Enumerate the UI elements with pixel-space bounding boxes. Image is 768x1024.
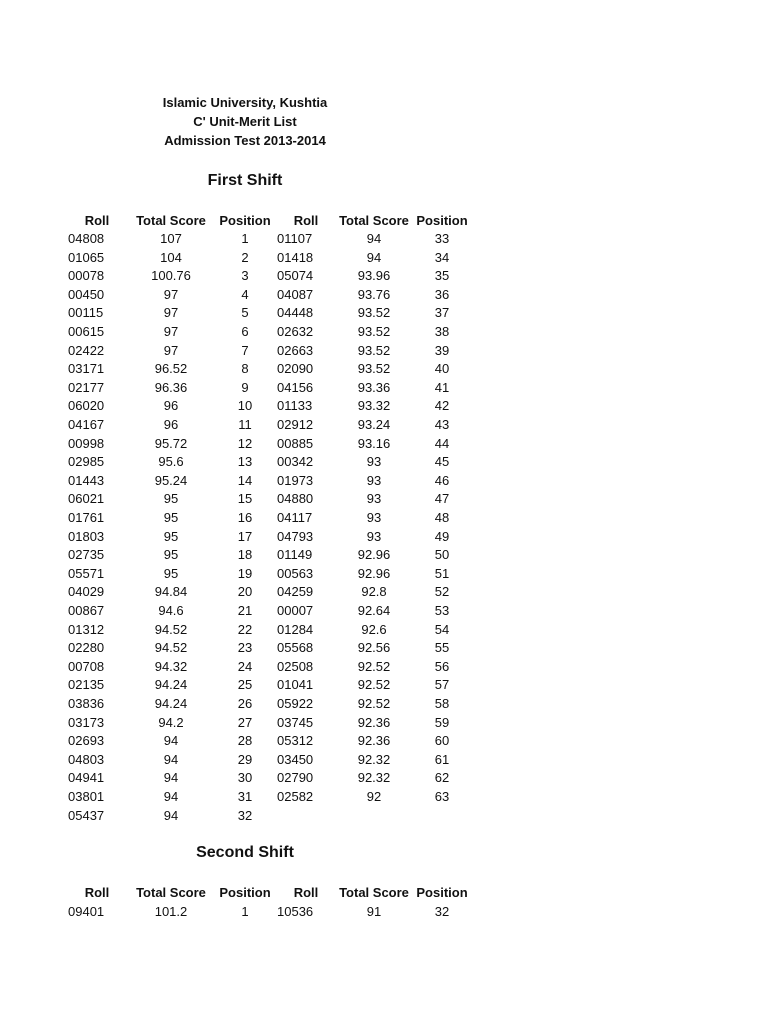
roll-cell: 04117	[277, 510, 313, 525]
position-cell: 24	[237, 658, 253, 674]
position-cell: 34	[434, 249, 450, 265]
total-score-column-header: Total Score	[136, 885, 206, 900]
position-cell: 45	[434, 454, 450, 470]
total-score-cell: 97	[163, 286, 179, 302]
position-cell: 18	[237, 547, 253, 563]
roll-cell: 04880	[277, 491, 314, 507]
roll-cell: 05568	[277, 640, 314, 656]
total-score-cell: 92.96	[357, 547, 391, 563]
position-cell: 41	[434, 379, 450, 395]
total-score-cell: 92.96	[357, 565, 391, 581]
position-cell: 33	[434, 231, 450, 246]
total-score-cell: 92.52	[357, 658, 391, 674]
position-cell: 10	[237, 398, 253, 414]
roll-cell: 00615	[68, 324, 105, 339]
roll-cell: 03450	[277, 751, 314, 767]
total-score-cell: 92.36	[357, 714, 391, 730]
position-cell: 56	[434, 658, 450, 674]
roll-cell: 02912	[277, 417, 314, 432]
total-score-cell: 96.36	[154, 379, 188, 395]
roll-cell: 05922	[277, 696, 314, 711]
position-cell: 4	[241, 286, 249, 302]
position-cell: 17	[237, 528, 253, 544]
total-score-cell: 97	[163, 342, 179, 358]
roll-cell: 02693	[68, 733, 105, 749]
roll-cell: 02177	[68, 379, 105, 395]
total-score-cell: 101.2	[154, 904, 188, 919]
total-score-cell: 96	[163, 398, 179, 414]
position-cell: 60	[434, 733, 450, 749]
position-cell: 8	[241, 361, 249, 377]
position-column-header: Position	[219, 885, 271, 900]
total-score-cell: 94.6	[158, 603, 184, 618]
position-cell: 15	[237, 491, 253, 507]
position-cell: 3	[241, 268, 249, 284]
position-cell: 16	[237, 510, 253, 525]
total-score-column-header: Total Score	[136, 213, 206, 228]
total-score-cell: 94	[366, 231, 382, 246]
position-cell: 44	[434, 435, 450, 451]
roll-cell: 04793	[277, 528, 314, 544]
total-score-cell: 93.24	[357, 417, 391, 432]
total-score-cell: 96.52	[154, 361, 188, 377]
roll-column-header: Roll	[293, 885, 319, 900]
position-cell: 54	[434, 621, 450, 637]
position-cell: 27	[237, 714, 253, 730]
position-cell: 30	[237, 770, 253, 786]
first-shift-title: First Shift	[207, 172, 283, 189]
total-score-cell: 94.32	[154, 658, 188, 674]
roll-cell: 05571	[68, 565, 105, 581]
roll-cell: 00867	[68, 603, 105, 618]
total-score-cell: 104	[160, 249, 182, 265]
total-score-cell: 92.56	[357, 640, 391, 656]
roll-cell: 06020	[68, 398, 105, 414]
total-score-cell: 94.24	[154, 696, 188, 711]
position-cell: 47	[434, 491, 450, 507]
university-name: Islamic University, Kushtia	[162, 95, 328, 110]
position-cell: 1	[241, 231, 249, 246]
roll-cell: 01443	[68, 472, 105, 488]
position-cell: 50	[434, 547, 450, 563]
roll-cell: 01973	[277, 472, 314, 488]
total-score-cell: 94.84	[154, 584, 188, 600]
position-cell: 40	[434, 361, 450, 377]
roll-cell: 10536	[277, 904, 314, 919]
total-score-cell: 94	[163, 770, 179, 786]
merit-list-title: C' Unit-Merit List	[193, 114, 297, 129]
total-score-cell: 95	[163, 510, 179, 525]
roll-cell: 01107	[277, 231, 313, 246]
total-score-column-header: Total Score	[339, 213, 409, 228]
position-cell: 19	[237, 565, 253, 581]
total-score-cell: 91	[366, 904, 382, 919]
roll-cell: 03745	[277, 714, 314, 730]
total-score-cell: 93.52	[357, 324, 391, 339]
roll-cell: 01803	[68, 528, 105, 544]
roll-cell: 04156	[277, 379, 314, 395]
roll-cell: 02790	[277, 770, 314, 786]
position-cell: 6	[241, 324, 249, 339]
position-cell: 12	[237, 435, 253, 451]
admission-test-title: Admission Test 2013-2014	[164, 133, 326, 148]
total-score-cell: 93	[366, 454, 382, 470]
position-cell: 7	[241, 342, 249, 358]
total-score-cell: 95.6	[158, 454, 184, 470]
total-score-column-header: Total Score	[339, 885, 409, 900]
roll-cell: 04803	[68, 751, 105, 767]
total-score-cell: 93.32	[357, 398, 391, 414]
roll-cell: 01312	[68, 621, 105, 637]
total-score-cell: 93	[366, 491, 382, 507]
roll-cell: 00078	[68, 268, 105, 284]
position-cell: 55	[434, 640, 450, 656]
position-column-header: Position	[416, 885, 468, 900]
total-score-cell: 92	[366, 789, 382, 804]
document-header	[0, 93, 490, 150]
position-cell: 28	[237, 733, 253, 749]
position-cell: 32	[237, 807, 253, 823]
position-cell: 57	[434, 677, 450, 693]
roll-cell: 04087	[277, 286, 314, 302]
position-cell: 22	[237, 621, 253, 637]
roll-cell: 02090	[277, 361, 314, 377]
total-score-cell: 93.96	[357, 268, 391, 284]
total-score-cell: 92.52	[357, 696, 391, 711]
second-shift-title: Second Shift	[196, 844, 294, 861]
total-score-cell: 95	[163, 491, 179, 507]
position-cell: 32	[434, 904, 450, 919]
total-score-cell: 92.64	[357, 603, 391, 618]
roll-cell: 02985	[68, 454, 105, 470]
total-score-cell: 93	[366, 528, 382, 544]
total-score-cell: 96	[163, 417, 179, 432]
position-column-header: Position	[416, 213, 468, 228]
position-cell: 2	[241, 249, 249, 265]
position-cell: 39	[434, 342, 450, 358]
roll-cell: 02663	[277, 342, 314, 358]
roll-cell: 04941	[68, 770, 105, 786]
total-score-cell: 94.52	[154, 640, 188, 656]
total-score-cell: 92.32	[357, 751, 391, 767]
total-score-cell: 93.52	[357, 361, 391, 377]
total-score-cell: 100.76	[151, 268, 191, 284]
total-score-cell: 92.8	[361, 584, 387, 600]
position-cell: 42	[434, 398, 450, 414]
position-cell: 29	[237, 751, 253, 767]
roll-cell: 04259	[277, 584, 314, 600]
roll-column-header: Roll	[84, 885, 110, 900]
total-score-cell: 97	[163, 305, 179, 321]
roll-column-header: Roll	[293, 213, 319, 228]
roll-cell: 01065	[68, 249, 105, 265]
position-cell: 38	[434, 324, 450, 339]
position-cell: 63	[434, 789, 450, 804]
roll-cell: 05312	[277, 733, 314, 749]
total-score-cell: 95	[163, 565, 179, 581]
position-cell: 35	[434, 268, 450, 284]
roll-cell: 03171	[68, 361, 105, 377]
position-cell: 14	[237, 472, 253, 488]
roll-cell: 04808	[68, 231, 105, 246]
total-score-cell: 93.52	[357, 342, 391, 358]
position-cell: 49	[434, 528, 450, 544]
roll-cell: 09401	[68, 904, 105, 919]
roll-cell: 00342	[277, 454, 314, 470]
roll-column-header: Roll	[84, 213, 110, 228]
roll-cell: 04167	[68, 417, 105, 432]
roll-cell: 00998	[68, 435, 105, 451]
roll-cell: 01418	[277, 249, 314, 265]
total-score-cell: 93.36	[357, 379, 391, 395]
total-score-cell: 94.2	[158, 714, 184, 730]
roll-cell: 02422	[68, 342, 105, 358]
roll-cell: 00708	[68, 658, 105, 674]
roll-cell: 03836	[68, 696, 105, 711]
position-cell: 20	[237, 584, 253, 600]
roll-cell: 02508	[277, 658, 314, 674]
position-cell: 21	[237, 603, 253, 618]
position-cell: 59	[434, 714, 450, 730]
roll-cell: 00885	[277, 435, 314, 451]
roll-cell: 01761	[68, 510, 105, 525]
position-cell: 31	[237, 789, 253, 804]
total-score-cell: 95	[163, 547, 179, 563]
roll-cell: 05074	[277, 268, 314, 284]
total-score-cell: 94	[163, 751, 179, 767]
roll-cell: 02632	[277, 324, 314, 339]
roll-cell: 00450	[68, 286, 105, 302]
position-cell: 52	[434, 584, 450, 600]
roll-cell: 02582	[277, 789, 314, 804]
position-cell: 43	[434, 417, 450, 432]
roll-cell: 01133	[277, 398, 313, 414]
total-score-cell: 93	[366, 510, 382, 525]
total-score-cell: 94	[163, 789, 179, 804]
total-score-cell: 97	[163, 324, 179, 339]
roll-cell: 06021	[68, 491, 105, 507]
position-cell: 36	[434, 286, 450, 302]
position-column-header: Position	[219, 213, 271, 228]
total-score-cell: 94	[366, 249, 382, 265]
position-cell: 48	[434, 510, 450, 525]
roll-cell: 00563	[277, 565, 314, 581]
total-score-cell: 93.16	[357, 435, 391, 451]
roll-cell: 00007	[277, 603, 314, 618]
total-score-cell: 94	[163, 733, 179, 749]
position-cell: 51	[434, 565, 450, 581]
position-cell: 46	[434, 472, 450, 488]
roll-cell: 04448	[277, 305, 314, 321]
total-score-cell: 92.32	[357, 770, 391, 786]
roll-cell: 03173	[68, 714, 105, 730]
total-score-cell: 93.76	[357, 286, 391, 302]
position-cell: 58	[434, 696, 450, 711]
total-score-cell: 94.52	[154, 621, 188, 637]
total-score-cell: 93.52	[357, 305, 391, 321]
total-score-cell: 95.72	[154, 435, 188, 451]
roll-cell: 02135	[68, 677, 105, 693]
roll-cell: 01284	[277, 621, 314, 637]
position-cell: 25	[237, 677, 253, 693]
position-cell: 9	[241, 379, 249, 395]
total-score-cell: 92.52	[357, 677, 391, 693]
position-cell: 37	[434, 305, 450, 321]
roll-cell: 04029	[68, 584, 105, 600]
roll-cell: 02280	[68, 640, 105, 656]
position-cell: 61	[434, 751, 450, 767]
total-score-cell: 107	[160, 231, 182, 246]
total-score-cell: 92.6	[361, 621, 387, 637]
position-cell: 13	[237, 454, 253, 470]
roll-cell: 03801	[68, 789, 105, 804]
total-score-cell: 94.24	[154, 677, 188, 693]
position-cell: 62	[434, 770, 450, 786]
roll-cell: 00115	[68, 305, 104, 321]
position-cell: 53	[434, 603, 450, 618]
position-cell: 5	[241, 305, 249, 321]
position-cell: 11	[238, 417, 252, 432]
roll-cell: 01041	[277, 677, 314, 693]
total-score-cell: 94	[163, 807, 179, 823]
roll-cell: 01149	[277, 547, 313, 563]
position-cell: 1	[241, 904, 249, 919]
total-score-cell: 95	[163, 528, 179, 544]
roll-cell: 05437	[68, 807, 105, 823]
position-cell: 26	[237, 696, 253, 711]
total-score-cell: 92.36	[357, 733, 391, 749]
roll-cell: 02735	[68, 547, 105, 563]
total-score-cell: 95.24	[154, 472, 188, 488]
total-score-cell: 93	[366, 472, 382, 488]
position-cell: 23	[237, 640, 253, 656]
